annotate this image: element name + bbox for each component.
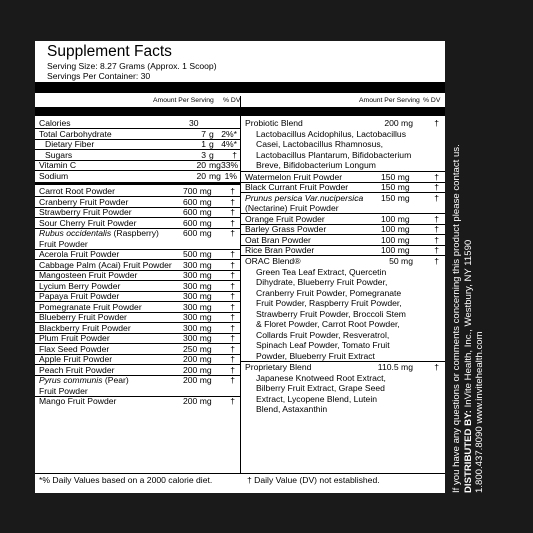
ingredient-name: Mango Fruit Powder	[39, 396, 117, 406]
nutrient-unit: mg	[209, 170, 221, 181]
ingredient-dv: †	[230, 364, 235, 375]
ingredient-row	[35, 291, 240, 302]
nutrient-dv: 2%*	[221, 128, 237, 139]
ingredient-name: Strawberry Fruit Powder	[39, 207, 132, 217]
ingredient-row	[241, 224, 445, 235]
ingredient-dv: †	[230, 259, 235, 270]
ingredient-name	[39, 375, 129, 386]
ingredient-dv: †	[434, 234, 439, 245]
ingredient-row	[35, 354, 240, 365]
ingredient-row	[35, 375, 240, 396]
ingredient-name: Blackberry Fruit Powder	[39, 322, 131, 333]
ingredient-row	[35, 228, 240, 249]
supplement-facts-panel	[35, 41, 445, 493]
ingredient-name: Papaya Fruit Powder	[39, 291, 120, 301]
ingredient-name: Sour Cherry Fruit Powder	[39, 217, 137, 228]
nutrient-amount: 20	[196, 170, 206, 181]
nutrient-name: Calories	[39, 118, 71, 128]
ingredient-row	[35, 396, 240, 407]
nutrient-amount: 30	[189, 118, 199, 128]
blend-ingredient-line: Dihydrate, Blueberry Fruit Powder,	[256, 277, 388, 287]
distributor-line	[463, 41, 475, 493]
ingredient-amount: 200 mg	[183, 354, 212, 364]
ingredient-amount: 150 mg	[381, 192, 410, 203]
ingredient-row	[35, 312, 240, 323]
ingredient-row	[35, 270, 240, 281]
ingredient-amount: 200 mg	[183, 396, 212, 406]
ingredient-row	[35, 249, 240, 260]
ingredient-amount: 300 mg	[183, 312, 212, 322]
ingredient-amount: 300 mg	[183, 280, 212, 291]
ingredient-row	[241, 235, 445, 246]
nutrient-dv: 4%*	[221, 139, 237, 149]
ingredient-name: Oat Bran Powder	[245, 234, 311, 245]
footnote-dagger: † Daily Value (DV) not established.	[247, 475, 380, 485]
ingredient-dv: †	[434, 245, 439, 255]
ingredient-name: Apple Fruit Powder	[39, 354, 113, 364]
ingredient-name: Pomegranate Fruit Powder	[39, 301, 142, 312]
footnote-dv: *% Daily Values based on a 2000 calorie diet.	[39, 475, 213, 485]
ingredient-row	[35, 302, 240, 313]
nutrient-row	[35, 150, 240, 161]
ingredient-row	[35, 186, 240, 197]
ingredient-row	[241, 214, 445, 225]
right-dv-header: % DV	[423, 97, 441, 104]
nutrient-amount: 1	[201, 139, 206, 149]
nutrient-dv: 1%	[224, 170, 237, 181]
ingredient-name: Flax Seed Powder	[39, 343, 110, 354]
ingredient-amount: 300 mg	[183, 259, 212, 270]
nutrient-name: Sugars	[45, 149, 73, 160]
blend-ingredient-line: Lactobacillus Acidophilus, Lactobacillus	[256, 128, 407, 139]
nutrient-amount: 20	[196, 160, 206, 170]
blend-ingredient-line: & Floret Powder, Carrot Root Powder,	[256, 319, 400, 329]
ingredient-name	[39, 228, 159, 239]
nutrient-unit: g	[209, 128, 214, 139]
ingredient-dv: †	[434, 171, 439, 182]
ingredient-row	[35, 197, 240, 208]
blend-ingredient-line: Spinach Leaf Powder, Tomato Fruit	[256, 340, 390, 350]
blend-dv: †	[434, 118, 439, 128]
ingredient-dv: †	[230, 228, 235, 238]
distributed-by-label: DISTRIBUTED BY:	[462, 410, 474, 493]
ingredient-dv: †	[230, 186, 235, 196]
ingredient-row	[35, 365, 240, 376]
nutrient-row	[35, 129, 240, 140]
ingredient-row	[35, 218, 240, 229]
ingredient-amount: 100 mg	[381, 234, 410, 245]
ingredient-row	[241, 172, 445, 183]
ingredient-dv: †	[230, 280, 235, 291]
ingredient-dv: †	[230, 312, 235, 322]
blend-amount: 110.5 mg	[377, 362, 413, 372]
ingredient-dv: †	[230, 396, 235, 406]
blend-name: ORAC Blend®	[245, 256, 301, 266]
blend-amount: 200 mg	[384, 118, 413, 128]
ingredient-row	[35, 323, 240, 334]
left-amount-header: Amount Per Serving	[153, 97, 214, 104]
blend-amount: 50 mg	[389, 256, 413, 266]
ingredient-dv: †	[434, 213, 439, 224]
nutrient-name: Vitamin C	[39, 160, 77, 170]
blend-ingredient-line: Fruit Powder, Raspberry Fruit Powder,	[256, 298, 402, 308]
thick-top-bar	[35, 82, 445, 93]
nutrient-name: Total Carbohydrate	[39, 128, 112, 139]
servings-per-container: Servings Per Container: 30	[47, 71, 151, 81]
nutrient-row	[35, 118, 240, 129]
blend-ingredient-line: Breve, Bifidobacterium Longum	[256, 160, 376, 170]
ingredient-amount: 200 mg	[183, 364, 212, 375]
ingredient-name: Acerola Fruit Powder	[39, 249, 120, 259]
ingredient-name: Blueberry Fruit Powder	[39, 312, 127, 322]
nutrient-name: Dietary Fiber	[45, 139, 95, 149]
phone-and-website: 1.800.437.8090 www.invitehealth.com	[474, 331, 485, 493]
ingredient-dv: †	[434, 192, 439, 203]
ingredient-name: Black Currant Fruit Powder	[245, 182, 349, 192]
blend-dv: †	[434, 362, 439, 372]
blend-ingredient-line: Lactobacillus Plantarum, Bifidobacterium	[256, 149, 412, 160]
ingredient-amount: 600 mg	[183, 217, 212, 228]
blend-name: Proprietary Blend	[245, 362, 312, 372]
proprietary-blend	[241, 362, 445, 415]
panel-title: Supplement Facts	[47, 43, 172, 60]
ingredient-dv: †	[434, 224, 439, 234]
nutrient-dv: †	[232, 149, 237, 160]
ingredient-amount: 500 mg	[183, 249, 212, 259]
ingredient-dv: †	[230, 207, 235, 217]
ingredient-name-line2: Fruit Powder	[39, 385, 88, 396]
ingredient-row	[35, 281, 240, 292]
ingredient-latin-name: Rubus occidentalis	[39, 228, 112, 238]
ingredient-name: Cranberry Fruit Powder	[39, 196, 129, 207]
ingredient-row	[35, 260, 240, 271]
serving-size: Serving Size: 8.27 Grams (Approx. 1 Scoop)	[47, 61, 217, 71]
blend-ingredient-line: Blend, Astaxanthin	[256, 404, 328, 414]
ingredient-amount: 700 mg	[183, 186, 212, 196]
nutrient-name: Sodium	[39, 170, 69, 181]
ingredient-name: Barley Grass Powder	[245, 224, 327, 234]
ingredient-amount: 300 mg	[183, 301, 212, 312]
blend-ingredient-line: Extract, Lycopene Blend, Lutein	[256, 393, 378, 404]
blend-ingredient-line: Japanese Knotweed Root Extract,	[256, 372, 386, 383]
ingredient-amount: 300 mg	[183, 333, 212, 343]
ingredient-dv: †	[230, 343, 235, 354]
contact-text: If you have any questions or comments concerning this product please contact us.	[451, 144, 462, 493]
ingredient-amount: 600 mg	[183, 207, 212, 217]
nutrient-amount: 3	[201, 149, 206, 160]
ingredient-amount: 300 mg	[183, 322, 212, 333]
ingredient-amount: 600 mg	[183, 228, 212, 238]
ingredient-dv: †	[230, 217, 235, 228]
ingredient-name: Cabbage Palm (Acai) Fruit Powder	[39, 259, 172, 270]
nutrient-row	[35, 139, 240, 150]
nutrient-unit: g	[209, 139, 214, 149]
ingredient-common-name: (Pear)	[102, 375, 129, 385]
ingredient-name: Orange Fruit Powder	[245, 213, 325, 224]
ingredient-row	[35, 333, 240, 344]
ingredient-amount: 300 mg	[183, 291, 212, 301]
blend-dv: †	[434, 256, 439, 266]
footer-rule	[35, 473, 445, 474]
ingredient-dv: †	[434, 182, 439, 192]
ingredient-common-name: (Raspberry)	[111, 228, 159, 238]
orac-blend	[241, 256, 445, 361]
blend-ingredient-line: Powder, Blueberry Fruit Extract	[256, 350, 375, 361]
nutrient-unit: mg	[209, 160, 221, 170]
ingredient-latin-name: Prunus persica Var.nucipersica	[245, 192, 364, 203]
nutrient-unit: g	[209, 149, 214, 160]
ingredient-name: Watermelon Fruit Powder	[245, 171, 343, 182]
ingredient-dv: †	[230, 291, 235, 301]
ingredient-name: Rice Bran Powder	[245, 245, 315, 255]
ingredient-amount: 150 mg	[381, 171, 410, 182]
ingredient-amount: 100 mg	[381, 213, 410, 224]
ingredient-dv: †	[230, 333, 235, 343]
blend-ingredient-line: Collards Fruit Powder, Resveratrol,	[256, 329, 390, 340]
ingredient-row	[241, 193, 445, 214]
distributor-address: InVite Health, Inc., Westbury, NY 11590	[462, 239, 474, 411]
section-rule	[35, 182, 240, 185]
ingredient-amount: 100 mg	[381, 245, 410, 255]
nutrient-dv: 33%	[221, 160, 239, 170]
ingredient-dv: †	[230, 249, 235, 259]
blend-ingredient-line: Cranberry Fruit Powder, Pomegranate	[256, 287, 402, 298]
ingredient-dv: †	[230, 354, 235, 364]
ingredient-dv: †	[230, 375, 235, 385]
blend-ingredient-line: Casei, Lactobacillus Rhamnosus,	[256, 139, 384, 149]
ingredient-name: Lycium Berry Powder	[39, 280, 121, 291]
distributor-info	[451, 41, 485, 493]
blend-ingredient-line: Strawberry Fruit Powder, Broccoli Stem	[256, 308, 406, 319]
probiotic-blend	[241, 118, 445, 171]
ingredient-latin-name: Pyrus communis	[39, 375, 103, 385]
blend-ingredient-line: Bilberry Fruit Extract, Grape Seed	[256, 383, 385, 393]
ingredient-name: Mangosteen Fruit Powder	[39, 270, 138, 280]
blend-name: Probiotic Blend	[245, 118, 303, 128]
right-amount-header: Amount Per Serving	[359, 97, 420, 104]
ingredient-dv: †	[230, 270, 235, 280]
nutrient-row	[35, 160, 240, 171]
ingredient-name-line2: Fruit Powder	[39, 238, 88, 249]
ingredient-amount: 150 mg	[381, 182, 410, 192]
left-dv-header: % DV	[223, 97, 241, 104]
ingredient-name: Peach Fruit Powder	[39, 364, 115, 375]
nutrient-amount: 7	[201, 128, 206, 139]
ingredient-name: Carrot Root Powder	[39, 186, 115, 196]
ingredient-amount: 250 mg	[183, 343, 212, 354]
ingredient-amount: 600 mg	[183, 196, 212, 207]
ingredient-dv: †	[230, 196, 235, 207]
ingredient-name-line2: (Nectarine) Fruit Powder	[245, 203, 339, 213]
ingredient-amount: 100 mg	[381, 224, 410, 234]
ingredient-name: Plum Fruit Powder	[39, 333, 110, 343]
nutrient-row	[35, 171, 240, 182]
ingredient-row	[241, 182, 445, 193]
ingredient-dv: †	[230, 322, 235, 333]
blend-ingredient-line: Green Tea Leaf Extract, Quercetin	[256, 266, 387, 277]
ingredient-amount: 200 mg	[183, 375, 212, 385]
ingredient-amount: 300 mg	[183, 270, 212, 280]
ingredient-row	[35, 207, 240, 218]
ingredient-dv: †	[230, 301, 235, 312]
ingredient-row	[35, 344, 240, 355]
ingredient-row	[241, 245, 445, 256]
